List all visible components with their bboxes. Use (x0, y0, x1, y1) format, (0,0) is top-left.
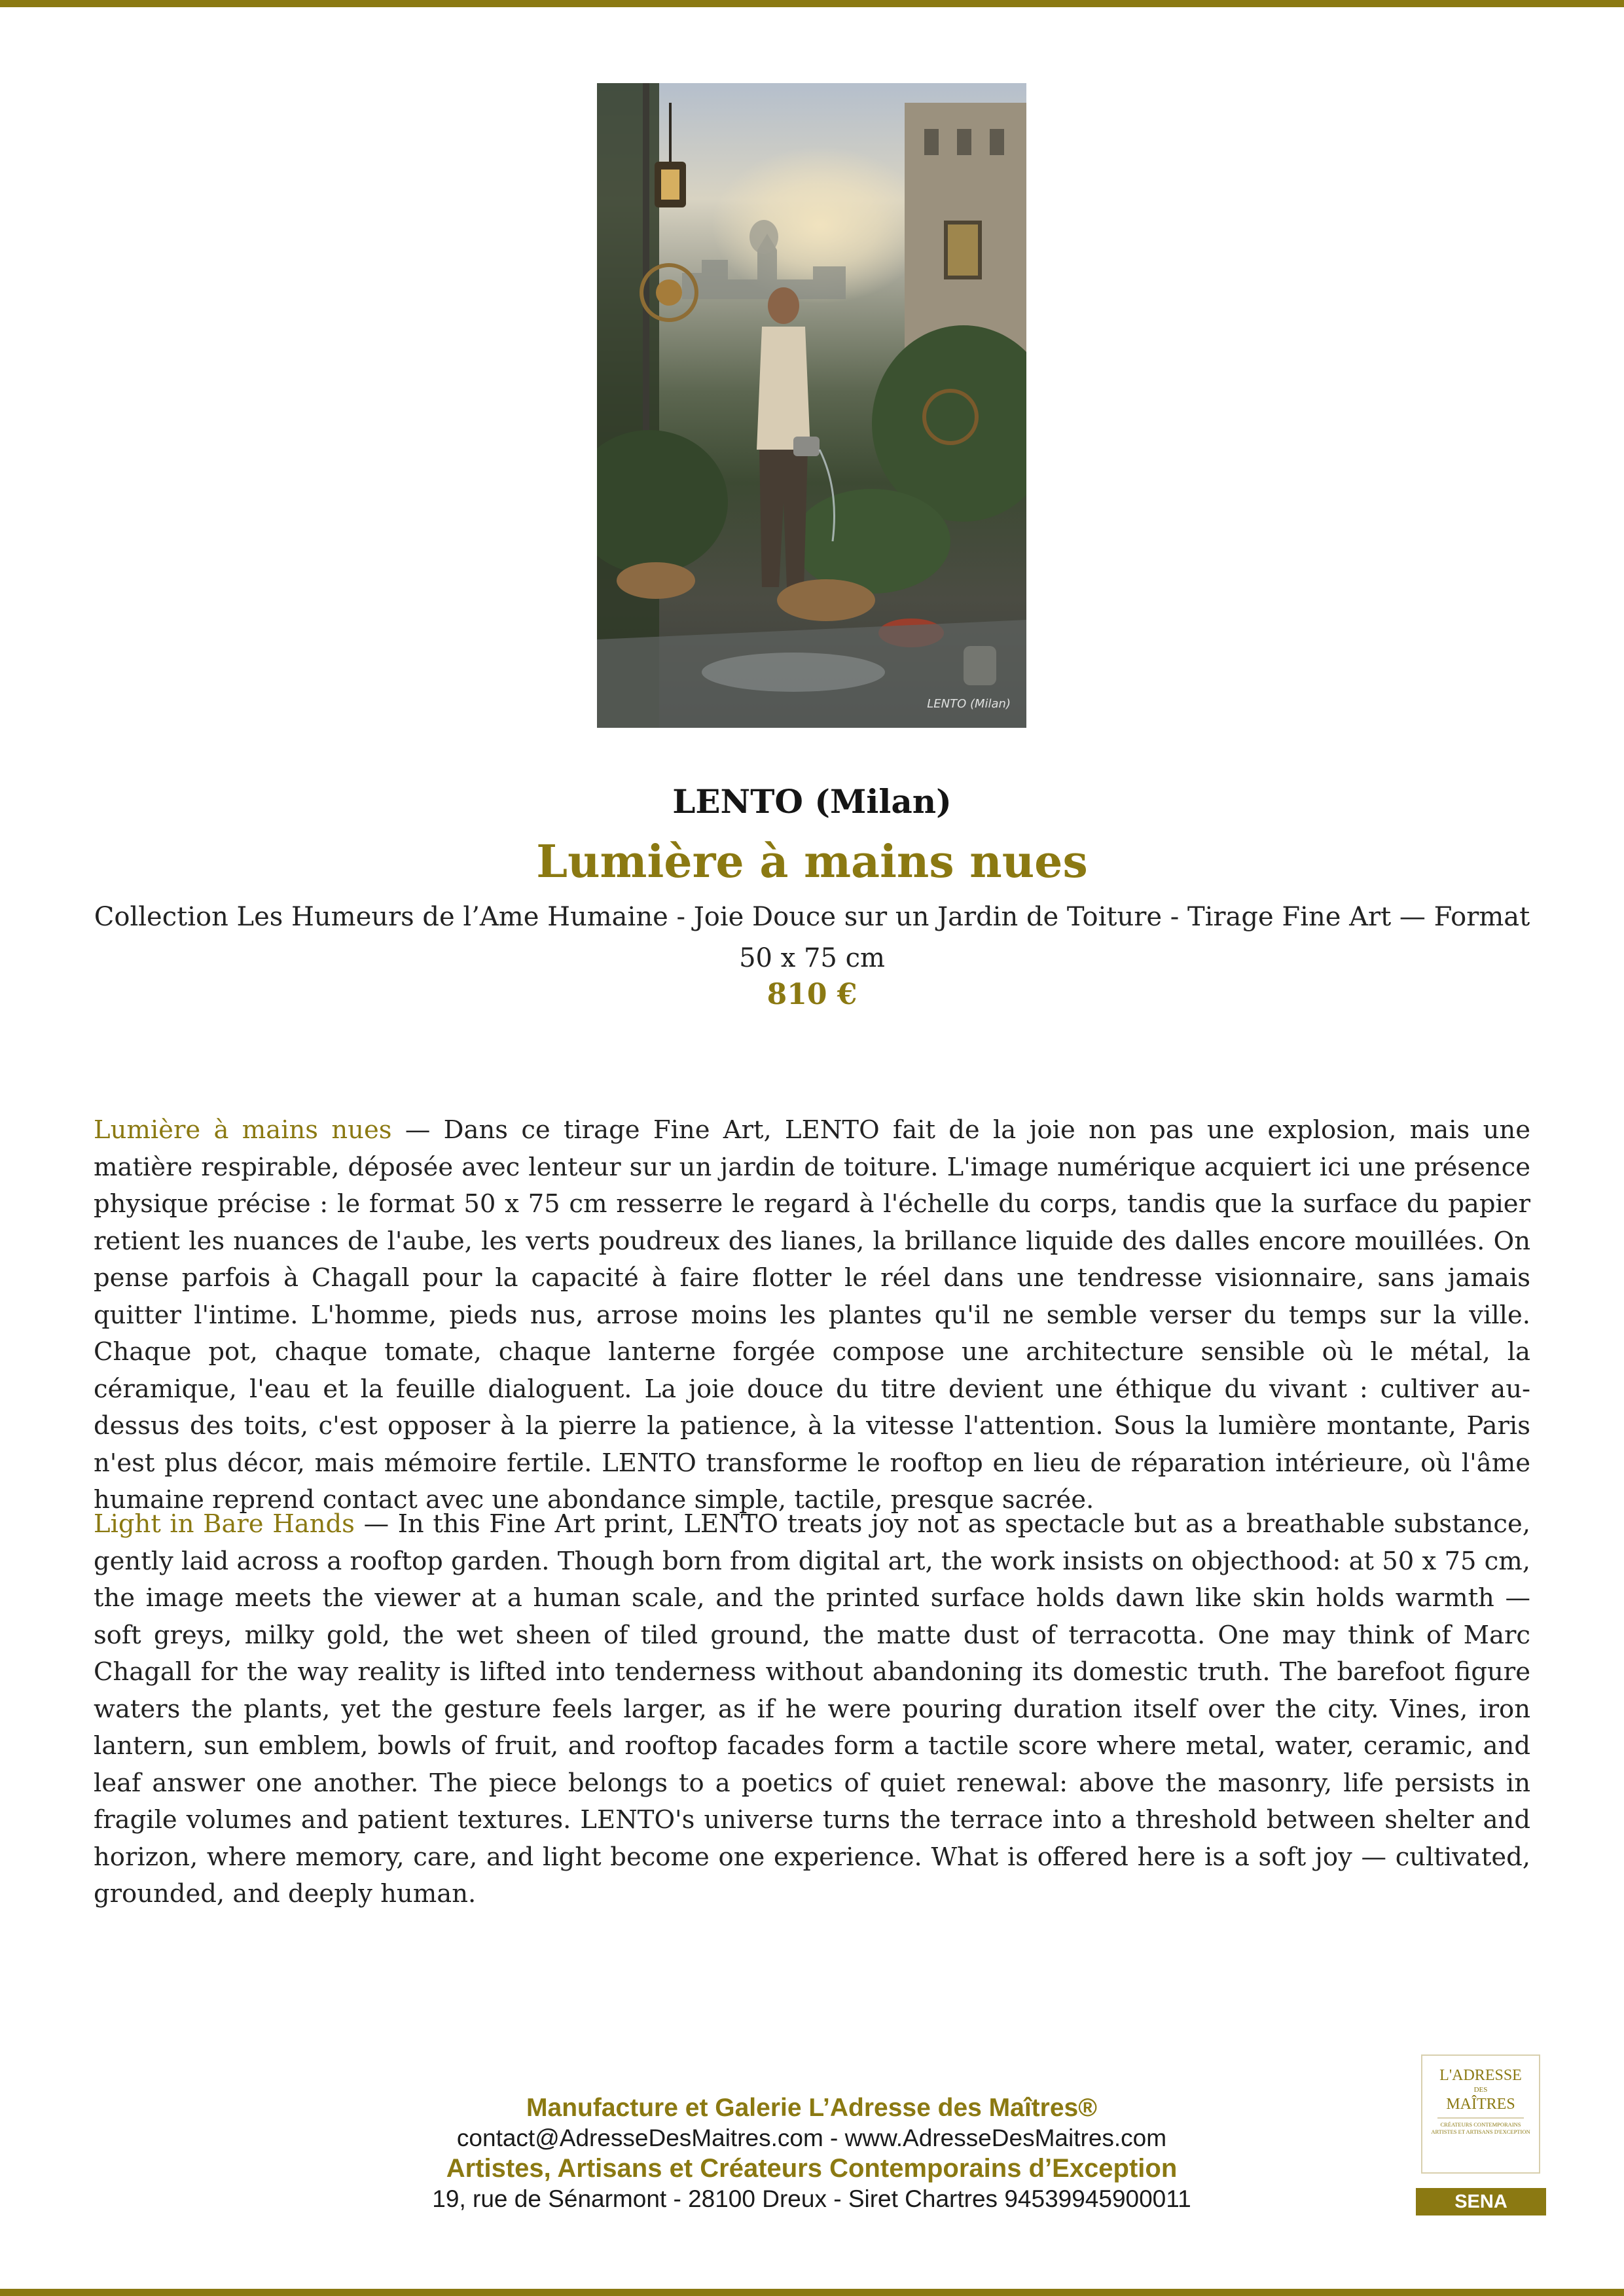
description-french-lead: Lumière à mains nues (94, 1115, 392, 1145)
footer-contact[interactable]: contact@AdresseDesMaitres.com - www.AdresseDesMaitres.com (456, 2125, 1167, 2151)
artwork-price: 810 € (767, 978, 857, 1011)
artwork-signature: LENTO (Milan) (927, 697, 1011, 711)
bottom-border-rule (0, 2289, 1624, 2296)
description-french (94, 1112, 1530, 1519)
artist-name: LENTO (Milan) (672, 782, 952, 821)
logo-text-line2: DES (1473, 2086, 1488, 2094)
footer-company: Manufacture et Galerie L’Adresse des Maîtres® (526, 2094, 1097, 2122)
logo-text-line1: L'ADRESSE (1439, 2067, 1522, 2084)
gallery-logo (1421, 2054, 1540, 2174)
artwork-title: Lumière à mains nues (536, 836, 1088, 888)
artwork-illustration (597, 83, 1026, 728)
footer-tagline: Artistes, Artisans et Créateurs Contemporains d’Exception (446, 2154, 1178, 2183)
description-english-lead: Light in Bare Hands (94, 1509, 355, 1539)
footer-address: 19, rue de Sénarmont - 28100 Dreux - Siret Chartres 94539945900011 (432, 2185, 1191, 2212)
artwork-image (597, 83, 1026, 728)
logo-text-line3: MAÎTRES (1446, 2096, 1515, 2113)
artwork-subtitle: Collection Les Humeurs de l’Ame Humaine - Joie Douce sur un Jardin de Toiture - Tirage Fine Art — Format 50 x 75 cm (94, 902, 1530, 973)
footer (327, 2092, 1296, 2214)
description-french-text: — Dans ce tirage Fine Art, LENTO fait de la joie non pas une explosion, mais une matière respirable, déposée avec lenteur sur un jardin de toiture. L'image numérique acquiert ici une présence physique précise : le format 50 x 75 cm resserre le regard à l'échelle du corps, tandis que la surface du papier retient les nuances de l'aube, les verts poudreux des lianes, la brillance liquide des dalles encore mouillées. On pense parfois à Chagall pour la capacité à faire flotter le réel dans une tendresse visionnaire, sans jamais quitter l'intime. L'homme, pieds nus, arrose moins les plantes qu'il ne semble verser du temps sur la ville. Chaque pot, chaque tomate, chaque lanterne forgée compose une architecture sensible où le métal, la céramique, l'eau et la feuille dialoguent. La joie douce du titre devient une éthique du vivant : cultiver au-dessus des toits, c'est opposer à la pierre la patience, à la vitesse l'attention. Sous la lumière montante, Paris n'est plus décor, mais mémoire fertile. LENTO transforme le rooftop en lieu de réparation intérieure, où l'âme humaine reprend contact avec une abondance simple, tactile, presque sacrée. (94, 1115, 1530, 1515)
description-english (94, 1506, 1530, 1913)
logo-badge: SENA (1416, 2188, 1546, 2215)
top-border-rule (0, 0, 1624, 7)
logo-text-line4: CRÉATEURS CONTEMPORAINS ARTISTES ET ARTISANS D'EXCEPTION (1431, 2121, 1530, 2135)
description-english-text: — In this Fine Art print, LENTO treats joy not as spectacle but as a breathable substance, gently laid across a rooftop garden. Though born from digital art, the work insists on objecthood: at 50 x 75 cm, the image meets the viewer at a human scale, and the printed surface holds dawn like skin holds warmth — soft greys, milky gold, the wet sheen of tiled ground, the matte dust of terracotta. One may think of Marc Chagall for the way reality is lifted into tenderness without abandoning its domestic truth. The barefoot figure waters the plants, yet the gesture feels larger, as if he were pouring duration itself over the city. Vines, iron lantern, sun emblem, bowls of fruit, and rooftop facades form a tactile score where metal, water, ceramic, and leaf answer one another. The piece belongs to a poetics of quiet renewal: above the masonry, life persists in fragile volumes and patient textures. LENTO's universe turns the terrace into a threshold between shelter and horizon, where memory, care, and light become one experience. What is offered here is a soft joy — cultivated, grounded, and deeply human. (94, 1509, 1530, 1909)
logo-divider (1437, 2117, 1524, 2119)
